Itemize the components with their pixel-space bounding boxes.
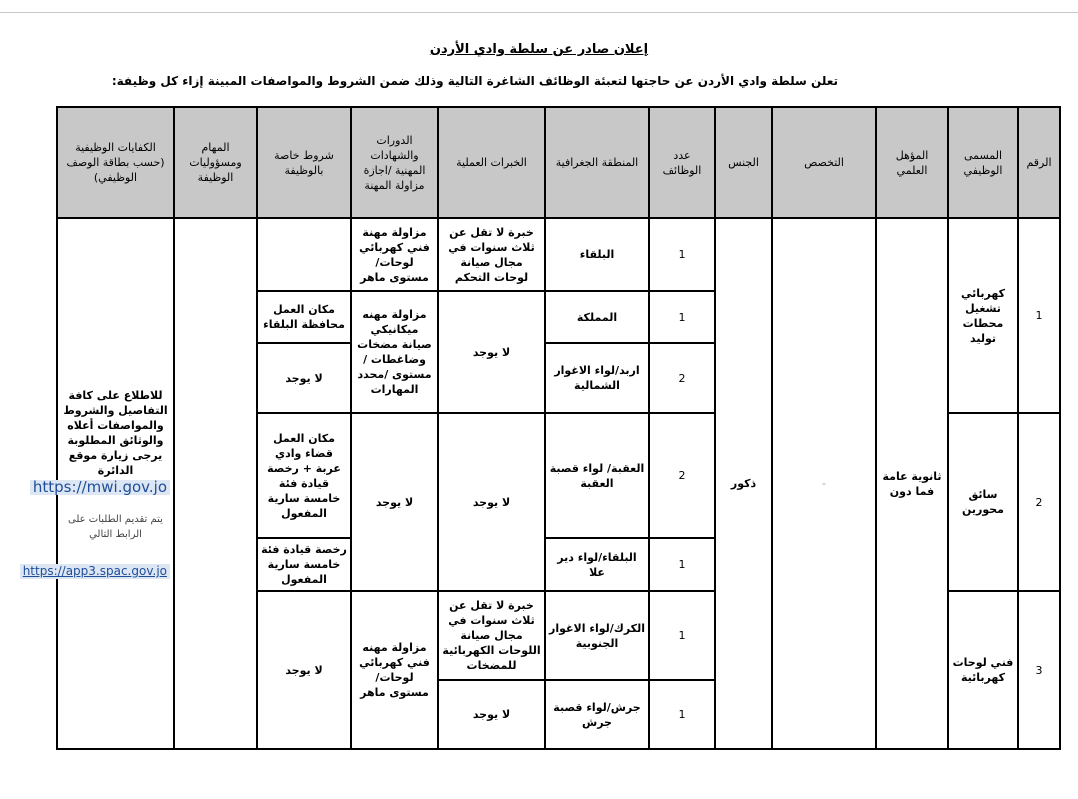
tasks-cell (174, 218, 257, 749)
conditions-cell: رخصة قيادة فئة خامسة سارية المفعول (257, 538, 351, 591)
experience-cell: خبرة لا تقل عن ثلاث سنوات في مجال صيانة اللوحات الكهربائية للمضخات (438, 591, 545, 680)
experience-cell: لا يوجد (438, 680, 545, 749)
header-gender: الجنس (715, 107, 772, 218)
table-row (57, 218, 1060, 291)
header-courses: الدورات والشهادات المهنية /اجازة مزاولة المهنة (351, 107, 438, 218)
competencies-cell (22, 218, 174, 749)
header-competencies: الكفايات الوظيفية (حسب بطاقة الوصف الوظيفي) (57, 107, 174, 218)
region-cell: اربد/لواء الاغوار الشمالية (545, 343, 649, 413)
conditions-cell (257, 218, 351, 291)
vacancies-cell: 1 (649, 591, 715, 680)
region-cell: المملكة (545, 291, 649, 343)
mwi-link[interactable]: https://mwi.gov.jo (30, 480, 170, 495)
courses-cell: مزاولة مهنه ميكانيكي صيانة مضخات وضاغطات /مستوى /محدد المهارات (351, 291, 438, 413)
conditions-cell: مكان العمل قضاء وادي عربة + رخصة قيادة فئة خامسة سارية المفعول (257, 413, 351, 538)
jobs-table (22, 106, 1061, 750)
header-number: الرقم (1018, 107, 1060, 218)
conditions-cell: مكان العمل محافظة البلقاء (257, 291, 351, 343)
qualification-cell: ثانوية عامة فما دون (876, 218, 948, 749)
vacancies-cell: 1 (649, 291, 715, 343)
region-cell: جرش/لواء قصبة جرش (545, 680, 649, 749)
top-divider (0, 12, 1078, 13)
job-number: 2 (1018, 413, 1060, 591)
experience-cell: لا يوجد (438, 413, 545, 591)
header-vacancies: عدد الوظائف (649, 107, 715, 218)
header-region: المنطقة الجغرافية (545, 107, 649, 218)
specialization-cell: - (772, 218, 876, 749)
region-cell: البلقاء/لواء دير علا (545, 538, 649, 591)
region-cell: العقبة/ لواء قصبة العقبة (545, 413, 649, 538)
job-number: 3 (1018, 591, 1060, 749)
region-cell: البلقاء (545, 218, 649, 291)
header-special-conditions: شروط خاصة بالوظيفة (257, 107, 351, 218)
table-header-row (57, 107, 1060, 218)
document-subtitle: تعلن سلطة وادي الأردن عن حاجتها لتعبئة الوظائف الشاغرة التالية وذلك ضمن الشروط والمواصفات المبينة إزاء كل وظيفة: (111, 74, 838, 88)
job-title: فني لوحات كهربائية (948, 591, 1018, 749)
conditions-cell: لا يوجد (257, 591, 351, 749)
vacancies-cell: 2 (649, 413, 715, 538)
region-cell: الكرك/لواء الاغوار الجنوبية (545, 591, 649, 680)
conditions-cell: لا يوجد (257, 343, 351, 413)
vacancies-cell: 2 (649, 343, 715, 413)
apply-text: يتم تقديم الطلبات على الرابط التالي (68, 514, 163, 540)
info-text: للاطلاع على كافة التفاصيل والشروط والمواصفات أعلاه والوثائق المطلوبة يرجى زيارة موقع الدائرة (63, 389, 168, 477)
job-title: سائق محورين (948, 413, 1018, 591)
experience-cell: لا يوجد (438, 291, 545, 413)
courses-cell: مزاولة مهنة فني كهربائي لوحات/ مستوى ماهر (351, 218, 438, 291)
job-title: كهربائي تشغيل محطات توليد (948, 218, 1018, 413)
header-specialization: التخصص (772, 107, 876, 218)
job-number: 1 (1018, 218, 1060, 413)
vacancies-cell: 1 (649, 680, 715, 749)
vacancies-cell: 1 (649, 538, 715, 591)
header-tasks: المهام ومسؤوليات الوظيفة (174, 107, 257, 218)
header-job-title: المسمى الوظيفي (948, 107, 1018, 218)
header-qualification: المؤهل العلمي (876, 107, 948, 218)
gender-cell: ذكور (715, 218, 772, 749)
courses-cell: لا يوجد (351, 413, 438, 591)
experience-cell: خبرة لا تقل عن ثلاث سنوات في مجال صيانة لوحات التحكم (438, 218, 545, 291)
spac-link[interactable]: https://app3.spac.gov.jo (20, 564, 170, 579)
courses-cell: مزاولة مهنه فني كهربائي لوحات/ مستوى ماهر (351, 591, 438, 749)
document-title: إعلان صادر عن سلطة وادي الأردن (429, 42, 649, 57)
header-experience: الخبرات العملية (438, 107, 545, 218)
vacancies-cell: 1 (649, 218, 715, 291)
